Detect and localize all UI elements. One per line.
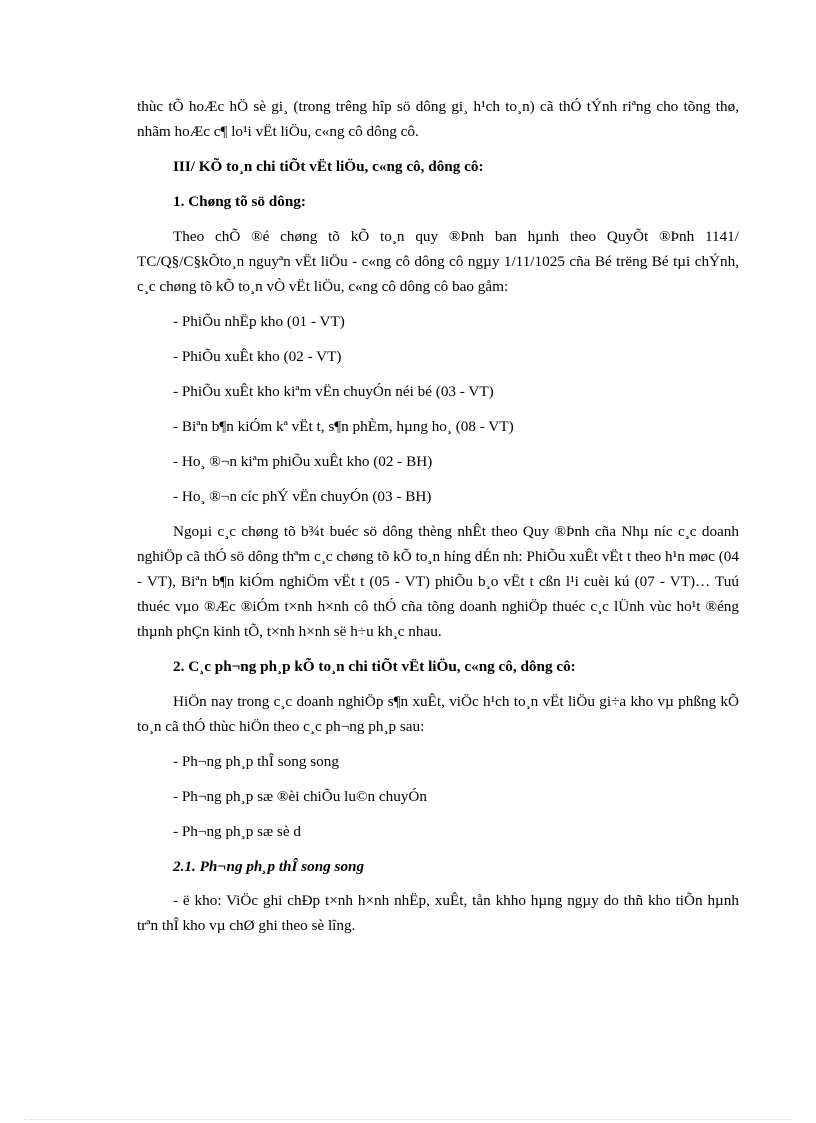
list-item: - PhiÕu xuÊt kho kiªm vËn chuyÓn néi bé (03 - VT) (173, 383, 494, 400)
list-item: - Biªn b¶n kiÓm kª vËt t, s¶n phÈm, hµng ho¸ (08 - VT) (173, 418, 514, 435)
subsection-heading-2: 2. C¸c ph¬ng ph¸p kÕ to¸n chi tiÕt vËt liÖu, c«ng cô, dông cô: (173, 658, 576, 675)
list-item: - Ho¸ ®¬n cíc phÝ vËn chuyÓn (03 - BH) (173, 488, 432, 505)
paragraph-continuation: thùc tÕ hoÆc hÖ sè gi¸ (trong trêng hîp sö dông gi¸ h¹ch to¸n) cã thÓ tÝnh riªng cho tõng thø, nhãm hoÆc c¶ lo¹i vËt liÖu, c«ng cô dông cô. (137, 98, 739, 140)
list-item: - Ho¸ ®¬n kiªm phiÕu xuÊt kho (02 - BH) (173, 453, 433, 470)
list-item: - Ph¬ng ph¸p sæ sè d (173, 823, 301, 840)
page-bottom-divider (24, 1119, 792, 1120)
list-item: - Ph¬ng ph¸p sæ ®èi chiÕu lu©n chuyÓn (173, 788, 427, 805)
paragraph-methods-intro: HiÖn nay trong c¸c doanh nghiÖp s¶n xuÊt, viÖc h¹ch to¸n vËt liÖu gi÷a kho vµ phßng kÕ to¸n cã thÓ thùc hiÖn theo c¸c ph¬ng ph¸p sau: (137, 693, 739, 735)
list-item: - Ph¬ng ph¸p thÎ song song (173, 753, 339, 770)
document-body (137, 94, 739, 938)
paragraph-warehouse: - ë kho: ViÖc ghi chÐp t×nh h×nh nhËp, xuÊt, tån khho hµng ngµy do thñ kho tiÕn hµnh trªn thÎ kho vµ chØ ghi theo sè lîng. (137, 892, 739, 934)
list-item: - PhiÕu xuÊt kho (02 - VT) (173, 348, 342, 365)
paragraph-additional-documents: Ngoµi c¸c chøng tõ b¾t buéc sö dông thèng nhÊt theo Quy ®Þnh cña Nhµ níc c¸c doanh nghiÖp cã thÓ sö dông thªm c¸c chøng tõ kÕ to¸n híng dÉn nh: PhiÕu xuÊt vËt t theo h¹n møc (04 - VT), Biªn b¶n kiÓm nghiÖm vËt t (05 - VT) phiÕu b¸o vËt t cßn l¹i cuèi kú (07 - VT)… Tuú thuéc vµo ®Æc ®iÓm t×nh h×nh cô thÓ cña tõng doanh nghiÖp thuéc c¸c lÜnh vùc ho¹t ®éng thµnh phÇn kinh tÕ, t×nh h×nh së h÷u kh¸c nhau. (137, 523, 739, 640)
paragraph-regulation: Theo chÕ ®é chøng tõ kÕ to¸n quy ®Þnh ban hµnh theo QuyÕt ®Þnh 1141/ TC/Q§/C§kÕto¸n nguyªn vËt liÖu - c«ng cô dông cô ngµy 1/11/1025 cña Bé trëng Bé tµi chÝnh, c¸c chøng tõ kÕ to¸n vÒ vËt liÖu, c«ng cô dông cô bao gåm: (137, 228, 739, 295)
section-heading-iii: III/ KÕ to¸n chi tiÕt vËt liÖu, c«ng cô, dông cô: (173, 158, 484, 175)
subsection-heading-2-1: 2.1. Ph¬ng ph¸p thÎ song song (173, 858, 365, 875)
list-item: - PhiÕu nhËp kho (01 - VT) (173, 313, 345, 330)
subsection-heading-1: 1. Chøng tõ sö dông: (173, 193, 306, 210)
